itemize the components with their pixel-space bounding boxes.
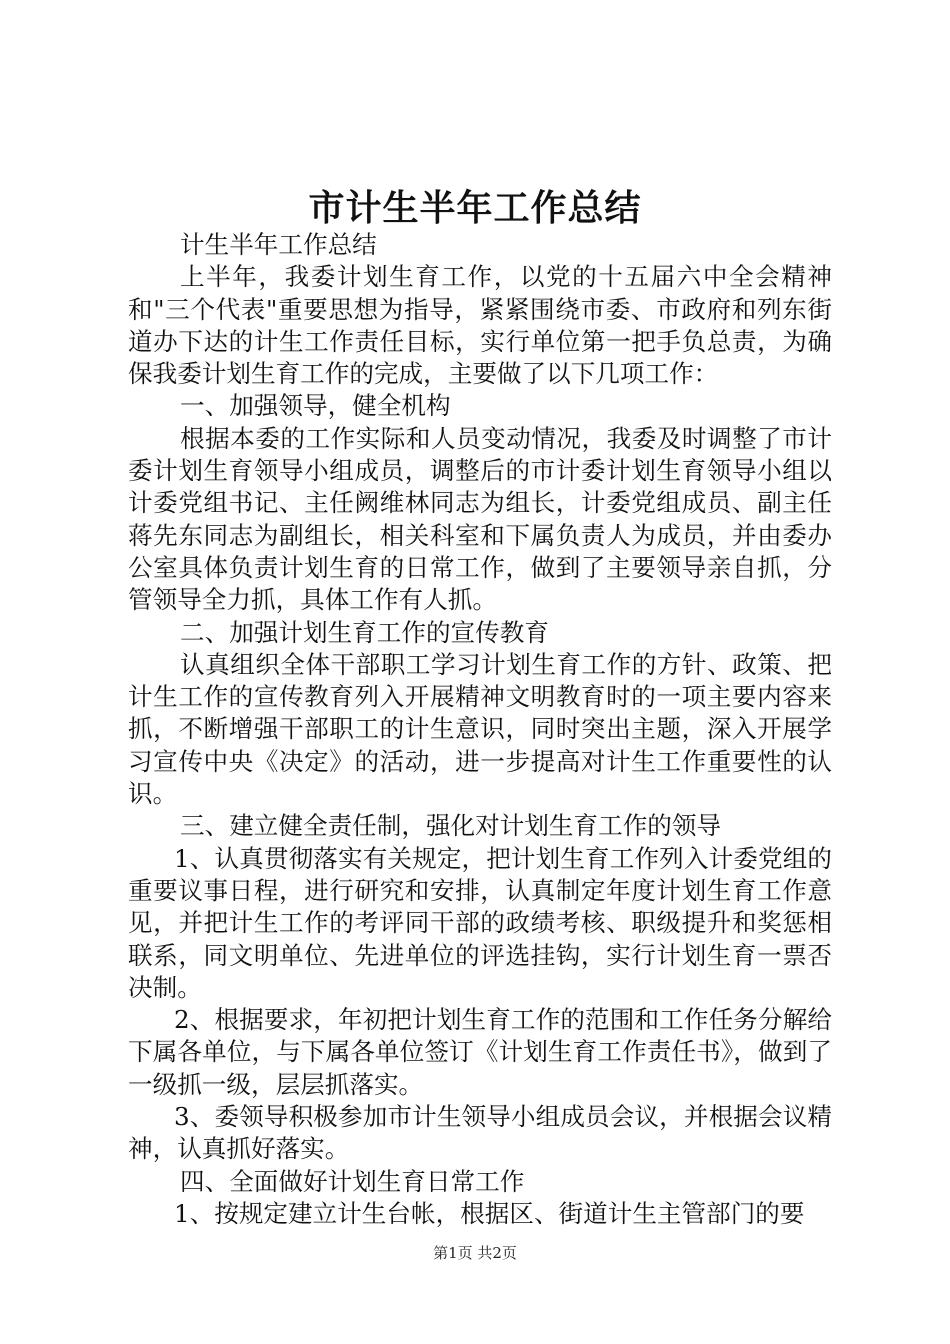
intro-paragraph: 上半年，我委计划生育工作，以党的十五届六中全会精神和"三个代表"重要思想为指导，紧紧围绕市委、市政府和列东街道办下达的计生工作责任目标，实行单位第一把手负总责，为确保我委计划生育工作的完成，主要做了以下几项工作： [128,262,832,389]
numbered-paragraph: 1、按规定建立计生台帐，根据区、街道计生主管部门的要 [174,1198,805,1228]
numbered-paragraph: 3、委领导积极参加市计生领导小组成员会议，并根据会议精神，认真抓好落实。 [128,1102,832,1164]
numbered-paragraph: 2、根据要求，年初把计划生育工作的范围和工作任务分解给下属各单位，与下属各单位签订《计划生育工作责任书》，做到了一级抓一级，层层抓落实。 [128,1005,832,1099]
page-footer: 第1页 共2页 [433,1244,517,1262]
numbered-paragraph: 1、认真贯彻落实有关规定，把计划生育工作列入计委党组的重要议事日程，进行研究和安排，认真制定年度计划生育工作意见，并把计生工作的考评同干部的政绩考核、职级提升和奖惩相联系，同文明单位、先进单位的评选挂钩，实行计划生育一票否决制。 [128,843,832,1002]
section-heading: 三、建立健全责任制，强化对计划生育工作的领导 [180,811,722,841]
document-title: 市计生半年工作总结 [308,188,642,229]
section-heading: 一、加强领导，健全机构 [180,391,451,421]
document-body [128,229,832,1230]
section-heading: 二、加强计划生育工作的宣传教育 [180,617,549,647]
body-paragraph: 认真组织全体干部职工学习计划生育工作的方针、政策、把计生工作的宣传教育列入开展精神文明教育时的一项主要内容来抓，不断增强干部职工的计生意识，同时突出主题，深入开展学习宣传中央《决定》的活动，进一步提高对计生工作重要性的认识。 [128,649,832,809]
section-heading: 四、全面做好计划生育日常工作 [180,1166,525,1196]
subtitle-paragraph: 计生半年工作总结 [180,230,377,259]
body-paragraph: 根据本委的工作实际和人员变动情况，我委及时调整了市计委计划生育领导小组成员，调整后的市计委计划生育领导小组以计委党组书记、主任阙维林同志为组长，计委党组成员、副主任蒋先东同志为副组长，相关科室和下属负责人为成员，并由委办公室具体负责计划生育的日常工作，做到了主要领导亲自抓，分管领导全力抓，具体工作有人抓。 [128,423,832,615]
